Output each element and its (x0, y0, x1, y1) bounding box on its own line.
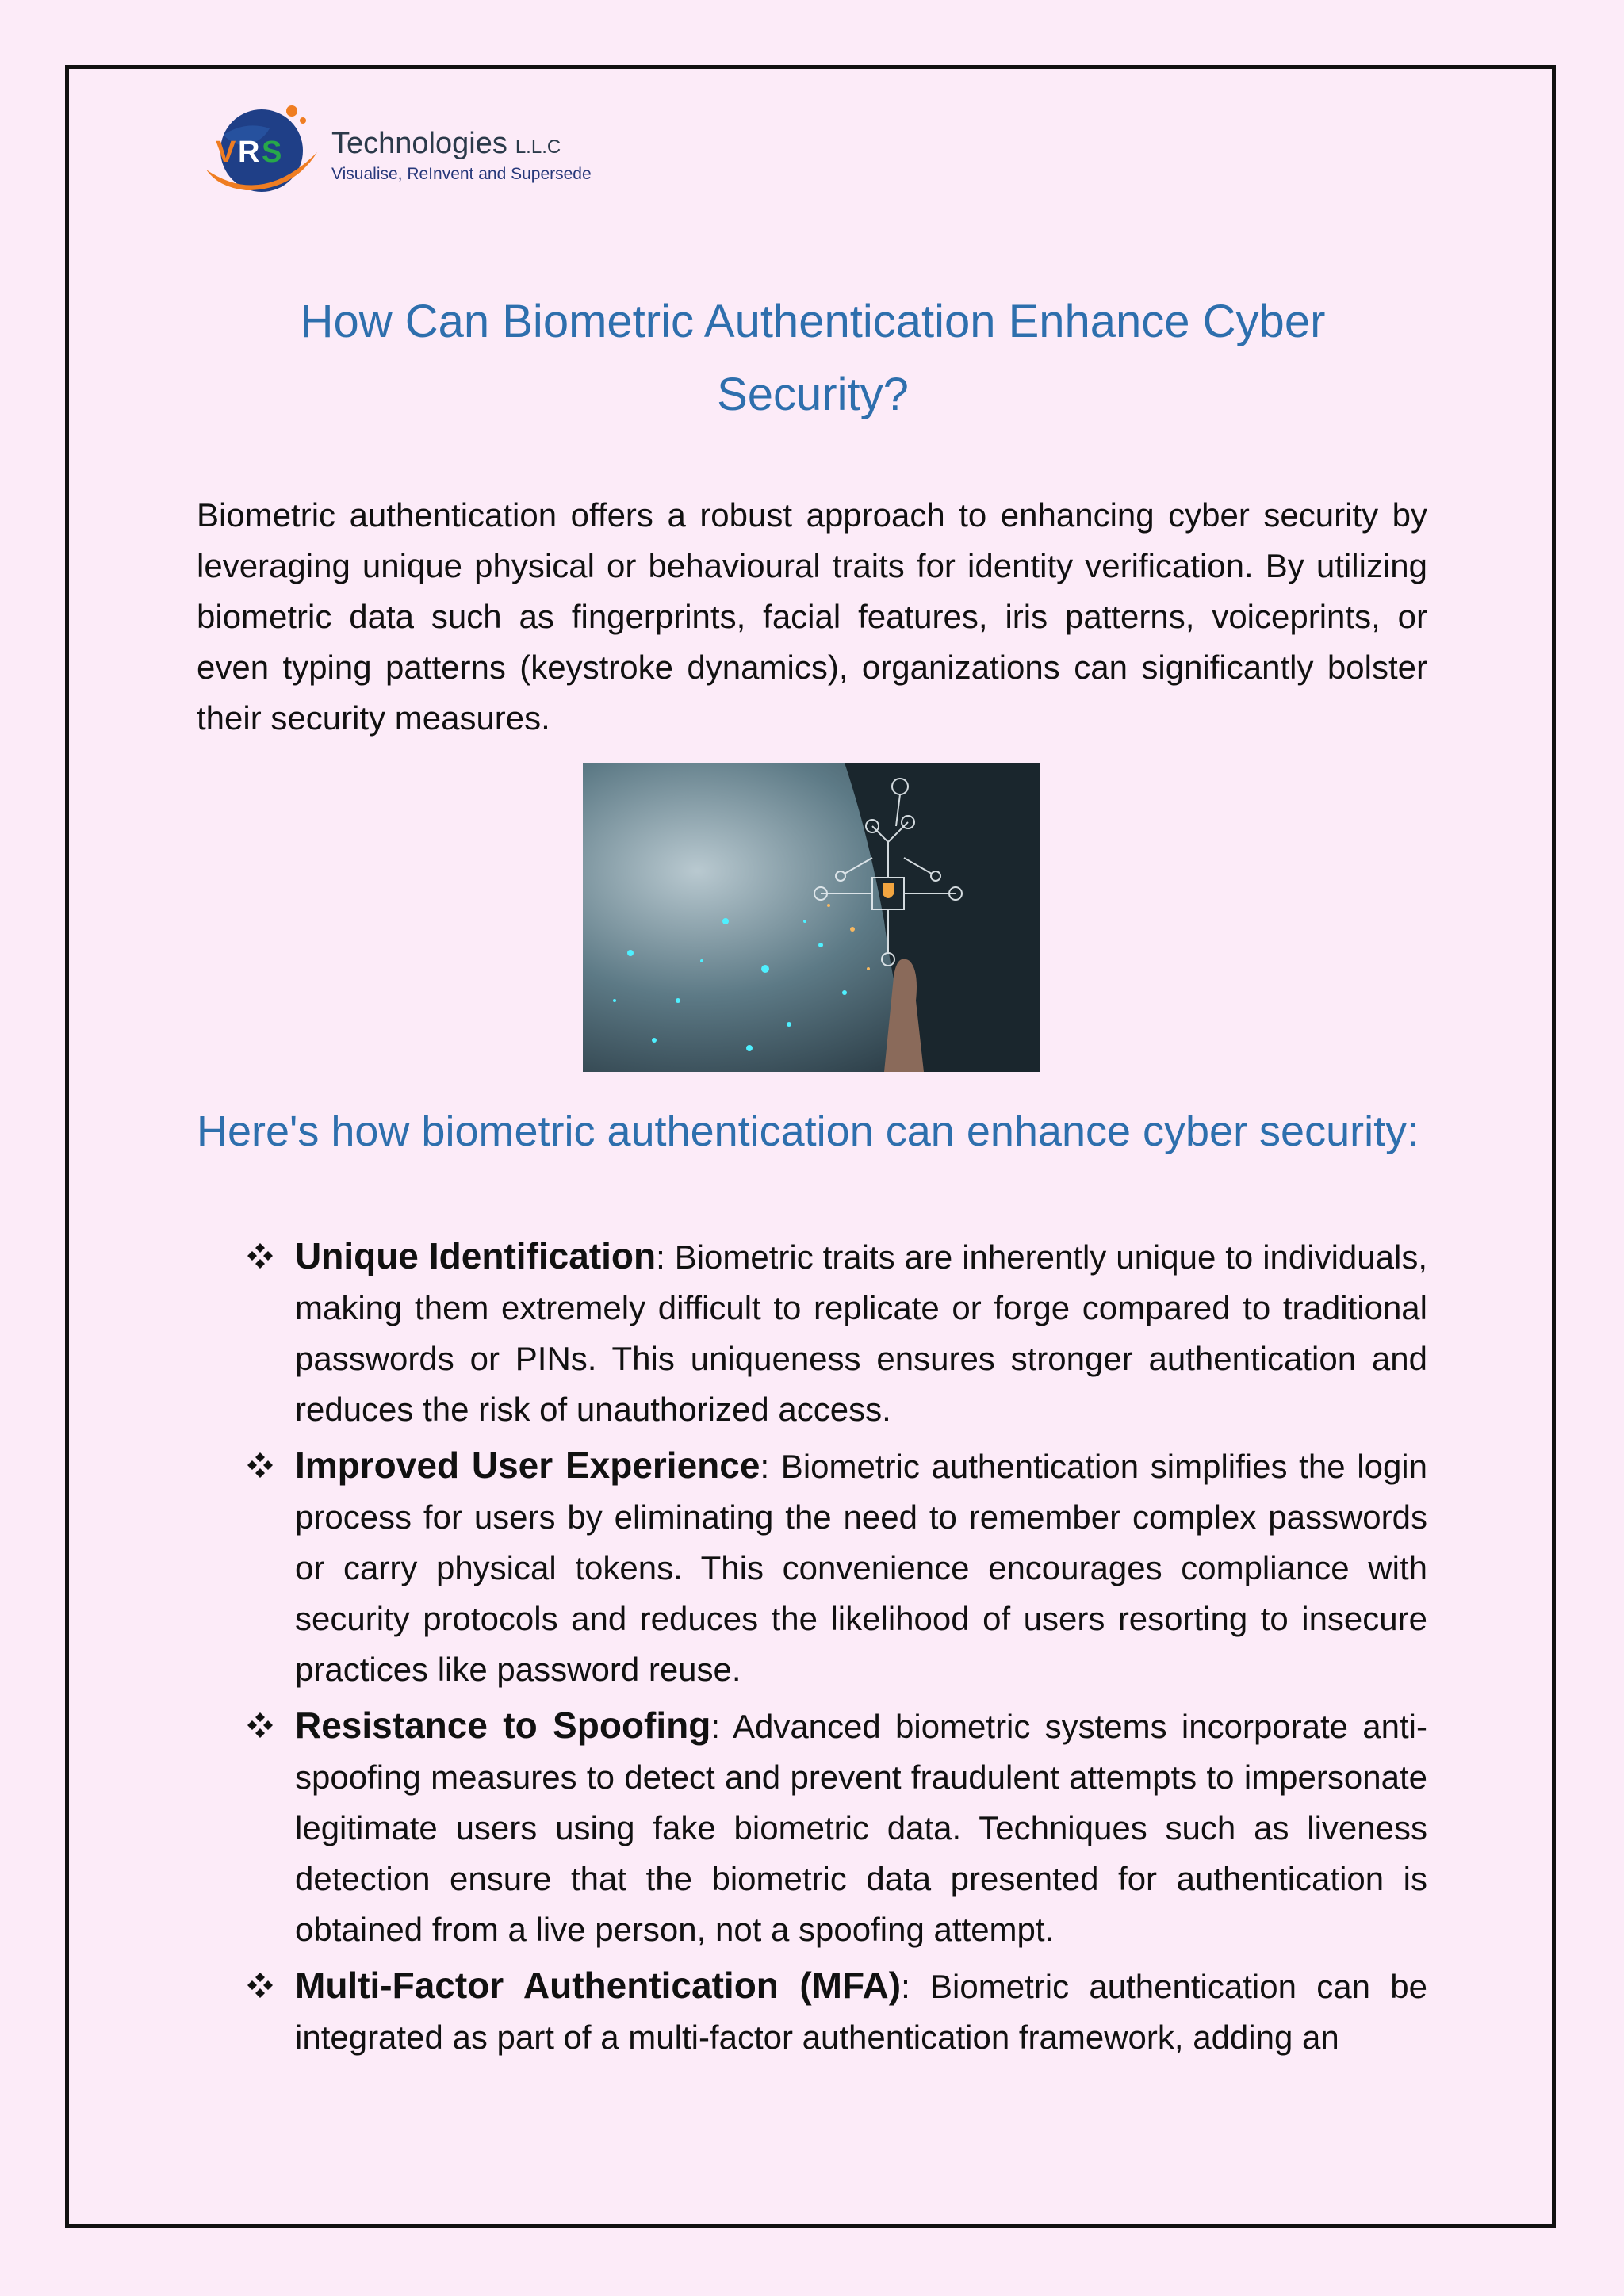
bullet-text: : Advanced biometric systems incorporate anti-spoofing measures to detect and prevent fraudulent attempts to impersonate legitimate users using fake biometric data. Techniques such as liveness detection ensure that the biometric data presented for authentication is obtained from a live person, not a spoofing attempt. (295, 1708, 1427, 1948)
vrs-globe-icon (198, 97, 333, 208)
list-item (246, 1230, 1427, 1435)
diamond-bullet-icon (246, 1451, 274, 1479)
bullet-text: : Biometric traits are inherently unique to individuals, making them extremely difficult to replicate or forge compared to traditional passwords or PINs. This uniqueness ensures stronger authentication and reduces the risk of unauthorized access. (295, 1238, 1427, 1428)
logo-tagline: Visualise, ReInvent and Supersede (331, 165, 592, 183)
list-item (246, 1960, 1427, 2063)
logo-company-name: Technologies L.L.C (331, 127, 561, 160)
svg-text:R: R (238, 136, 260, 169)
bullet-term: Multi-Factor Authentication (MFA) (295, 1965, 902, 2006)
diamond-bullet-icon (246, 1711, 274, 1739)
logo-suffix: L.L.C (515, 136, 561, 158)
bullet-term: Resistance to Spoofing (295, 1705, 711, 1746)
bullet-term: Unique Identification (295, 1235, 657, 1276)
section-heading: Here's how biometric authentication can enhance cyber security: (197, 1108, 1419, 1155)
hero-image (583, 763, 1040, 1072)
bullet-text: : Biometric authentication simplifies the login process for users by eliminating the need to remember complex passwords or carry physical tokens. This convenience encourages compliance with security protocols and reduces the likelihood of users resorting to insecure practices like password reuse. (295, 1448, 1427, 1688)
intro-paragraph: Biometric authentication offers a robust approach to enhancing cyber security by leveraging unique physical or behavioural traits for identity verification. By utilizing biometric data such as fingerprints, facial features, iris patterns, voiceprints, or even typing patterns (keystroke dynamics), organizations can significantly bolster their security measures. (197, 496, 1427, 737)
page-title: How Can Biometric Authentication Enhance Cyber Security? (300, 296, 1326, 420)
list-item (246, 1440, 1427, 1695)
list-item (246, 1700, 1427, 1955)
diamond-bullet-icon (246, 1971, 274, 1999)
fingerprint-shield-icon (583, 763, 1040, 1072)
svg-text:V: V (216, 136, 236, 169)
svg-text:S: S (262, 136, 282, 169)
company-logo (198, 97, 603, 208)
benefits-list (246, 1230, 1427, 2068)
diamond-bullet-icon (246, 1242, 274, 1270)
bullet-term: Improved User Experience (295, 1445, 760, 1486)
bullet-text: : Biometric authentication can be integrated as part of a multi-factor authentication framework, adding an (295, 1968, 1427, 2056)
